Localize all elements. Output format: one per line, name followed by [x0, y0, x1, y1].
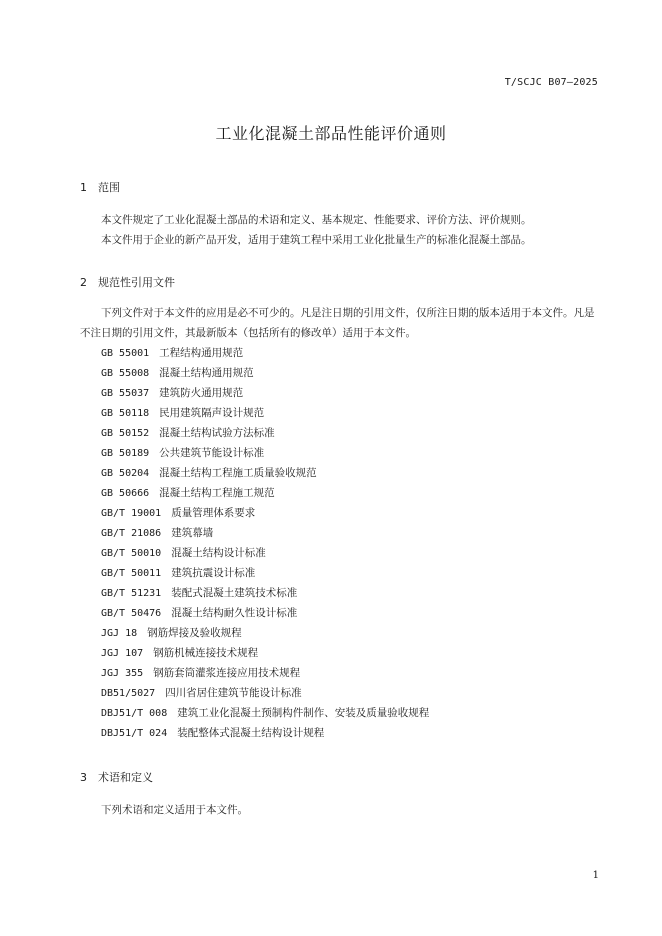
page-number: 1	[592, 870, 599, 881]
terms-intro-paragraph: 下列术语和定义适用于本文件。	[101, 804, 248, 816]
section-number: 1	[80, 181, 87, 194]
reference-item	[101, 346, 429, 366]
reference-name: 建筑防火通用规范	[159, 387, 244, 399]
reference-item	[101, 566, 429, 586]
reference-code: GB/T 50476	[101, 608, 162, 619]
reference-name: 钢筋套筒灌浆连接应用技术规程	[153, 667, 301, 679]
section-heading-normative-references	[80, 276, 175, 290]
reference-code: GB 55008	[101, 368, 150, 379]
reference-item	[101, 646, 429, 666]
reference-name: 建筑幕墙	[171, 527, 214, 539]
reference-name: 民用建筑隔声设计规范	[159, 407, 265, 419]
reference-item	[101, 726, 429, 746]
reference-code: GB 50189	[101, 448, 150, 459]
reference-code: GB/T 21086	[101, 528, 162, 539]
reference-code: GB/T 50010	[101, 548, 162, 559]
section-number: 3	[80, 771, 87, 784]
reference-item	[101, 666, 429, 686]
reference-code: DB51/5027	[101, 688, 156, 699]
reference-item	[101, 406, 429, 426]
reference-code: GB 50204	[101, 468, 150, 479]
reference-item	[101, 446, 429, 466]
reference-item	[101, 506, 429, 526]
reference-name: 公共建筑节能设计标准	[159, 447, 265, 459]
reference-name: 钢筋焊接及验收规程	[147, 627, 242, 639]
reference-code: GB/T 19001	[101, 508, 162, 519]
reference-name: 建筑工业化混凝土预制构件制作、安装及质量验收规程	[177, 707, 430, 719]
reference-item	[101, 386, 429, 406]
reference-name: 混凝土结构工程施工规范	[159, 487, 275, 499]
document-title: 工业化混凝土部品性能评价通则	[215, 124, 447, 143]
reference-name: 钢筋机械连接技术规程	[153, 647, 259, 659]
references-intro-paragraph: 下列文件对于本文件的应用是必不可少的。凡是注日期的引用文件，仅所注日期的版本适用于本文件。凡是不注日期的引用文件，其最新版本（包括所有的修改单）适用于本文件。	[80, 307, 595, 339]
reference-item	[101, 526, 429, 546]
reference-name: 装配整体式混凝土结构设计规程	[177, 727, 325, 739]
document-code: T/SCJC B07—2025	[504, 77, 598, 88]
reference-code: GB 50118	[101, 408, 150, 419]
reference-item	[101, 366, 429, 386]
reference-code: JGJ 107	[101, 648, 144, 659]
reference-name: 四川省居住建筑节能设计标准	[165, 687, 302, 699]
reference-name: 混凝土结构通用规范	[159, 367, 254, 379]
scope-paragraph-1: 本文件规定了工业化混凝土部品的术语和定义、基本规定、性能要求、评价方法、评价规则。	[101, 214, 532, 226]
reference-name: 混凝土结构设计标准	[171, 547, 266, 559]
reference-name: 混凝土结构工程施工质量验收规范	[159, 467, 317, 479]
section-heading-terms-and-definitions	[80, 771, 153, 785]
section-title: 规范性引用文件	[98, 276, 175, 289]
reference-name: 装配式混凝土建筑技术标准	[171, 587, 298, 599]
reference-code: JGJ 18	[101, 628, 138, 639]
reference-name: 工程结构通用规范	[159, 347, 244, 359]
reference-code: DBJ51/T 008	[101, 708, 168, 719]
reference-item	[101, 686, 429, 706]
reference-item	[101, 546, 429, 566]
reference-code: DBJ51/T 024	[101, 728, 168, 739]
reference-code: JGJ 355	[101, 668, 144, 679]
reference-item	[101, 486, 429, 506]
reference-item	[101, 426, 429, 446]
section-title: 范围	[98, 181, 120, 194]
reference-code: GB 50666	[101, 488, 150, 499]
reference-name: 质量管理体系要求	[171, 507, 256, 519]
reference-name: 混凝土结构试验方法标准	[159, 427, 275, 439]
reference-name: 混凝土结构耐久性设计标准	[171, 607, 298, 619]
reference-item	[101, 706, 429, 726]
section-heading-scope	[80, 181, 120, 195]
reference-item	[101, 466, 429, 486]
reference-code: GB 50152	[101, 428, 150, 439]
reference-item	[101, 606, 429, 626]
reference-code: GB 55001	[101, 348, 150, 359]
section-number: 2	[80, 276, 87, 289]
scope-paragraph-2: 本文件用于企业的新产品开发，适用于建筑工程中采用工业化批量生产的标准化混凝土部品。	[101, 234, 532, 246]
reference-name: 建筑抗震设计标准	[171, 567, 256, 579]
reference-code: GB/T 51231	[101, 588, 162, 599]
reference-item	[101, 586, 429, 606]
reference-code: GB 55037	[101, 388, 150, 399]
reference-code: GB/T 50011	[101, 568, 162, 579]
reference-item	[101, 626, 429, 646]
reference-list	[101, 346, 429, 746]
section-title: 术语和定义	[98, 771, 153, 784]
